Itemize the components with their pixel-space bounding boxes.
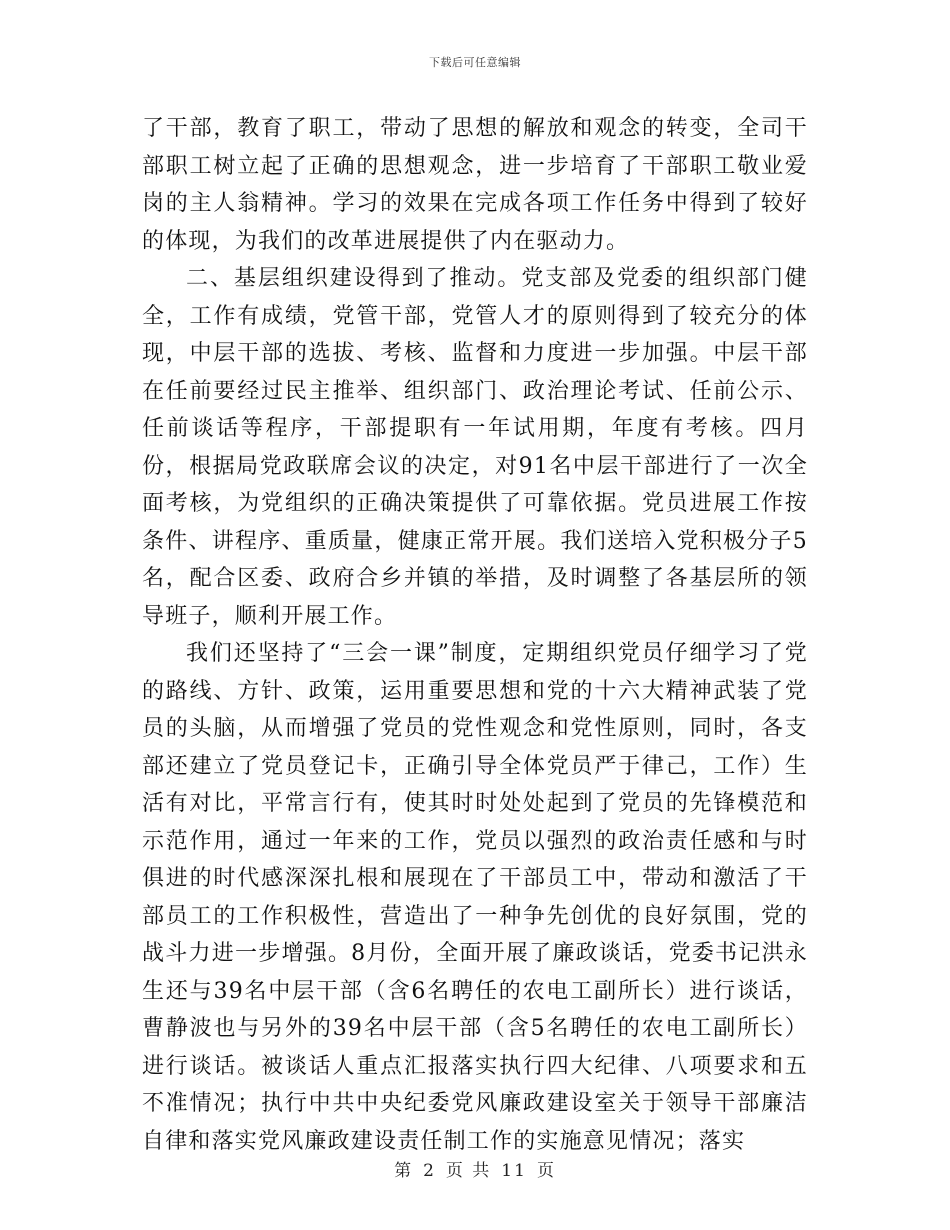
footer-suffix: 页 — [536, 1161, 556, 1181]
page-footer — [0, 1156, 950, 1181]
footer-prefix: 第 — [394, 1161, 414, 1181]
paragraph-grassroots-organization: 二、基层组织建设得到了推动。党支部及党委的组织部门健全，工作有成绩，党管干部，党管人才的原则得到了较充分的体现，中层干部的选拔、考核、监督和力度进一步加强。中层干部在任前要经过民主推举、组织部门、政治理论考试、任前公示、任前谈话等程序，干部提职有一年试用期，年度有考核。四月份，根据局党政联席会议的决定，对91名中层干部进行了一次全面考核，为党组织的正确决策提供了可靠依据。党员进展工作按条件、讲程序、重质量，健康正常开展。我们送培入党积极分子5名，配合区委、政府合乡并镇的举措，及时调整了各基层所的领导班子，顺利开展工作。 — [142, 266, 808, 629]
page-header: 下载后可任意编辑 — [429, 56, 521, 69]
footer-total-pages: 11 — [501, 1161, 527, 1181]
document-body — [142, 110, 808, 1160]
footer-middle: 页 共 — [445, 1161, 492, 1181]
footer-current-page: 2 — [423, 1161, 436, 1181]
paragraph-continuation: 了干部，教育了职工，带动了思想的解放和观念的转变，全司干部职工树立起了正确的思想观念，进一步培育了干部职工敬业爱岗的主人翁精神。学习的效果在完成各项工作任务中得到了较好的体现，为我们的改革进展提供了内在驱动力。 — [142, 116, 808, 254]
paragraph-three-meetings: 我们还坚持了“三会一课”制度，定期组织党员仔细学习了党的路线、方针、政策，运用重要思想和党的十六大精神武装了党员的头脑，从而增强了党员的党性观念和党性原则，同时，各支部还建立了党员登记卡，正确引导全体党员严于律己，工作）生活有对比，平常言行有，使其时时处处起到了党员的先锋模范和示范作用，通过一年来的工作，党员以强烈的政治责任感和与时俱进的时代感深深扎根和展现在了干部员工中，带动和激活了干部员工的工作积极性，营造出了一种争先创优的良好氛围，党的战斗力进一步增强。8月份，全面开展了廉政谈话，党委书记洪永生还与39名中层干部（含6名聘任的农电工副所长）进行谈话，曹静波也与另外的39名中层干部（含5名聘任的农电工副所长）进行谈话。被谈话人重点汇报落实执行四大纪律、八项要求和五不准情况；执行中共中央纪委党风廉政建设室关于领导干部廉洁自律和落实党风廉政建设责任制工作的实施意见情况；落实 — [142, 641, 808, 1154]
